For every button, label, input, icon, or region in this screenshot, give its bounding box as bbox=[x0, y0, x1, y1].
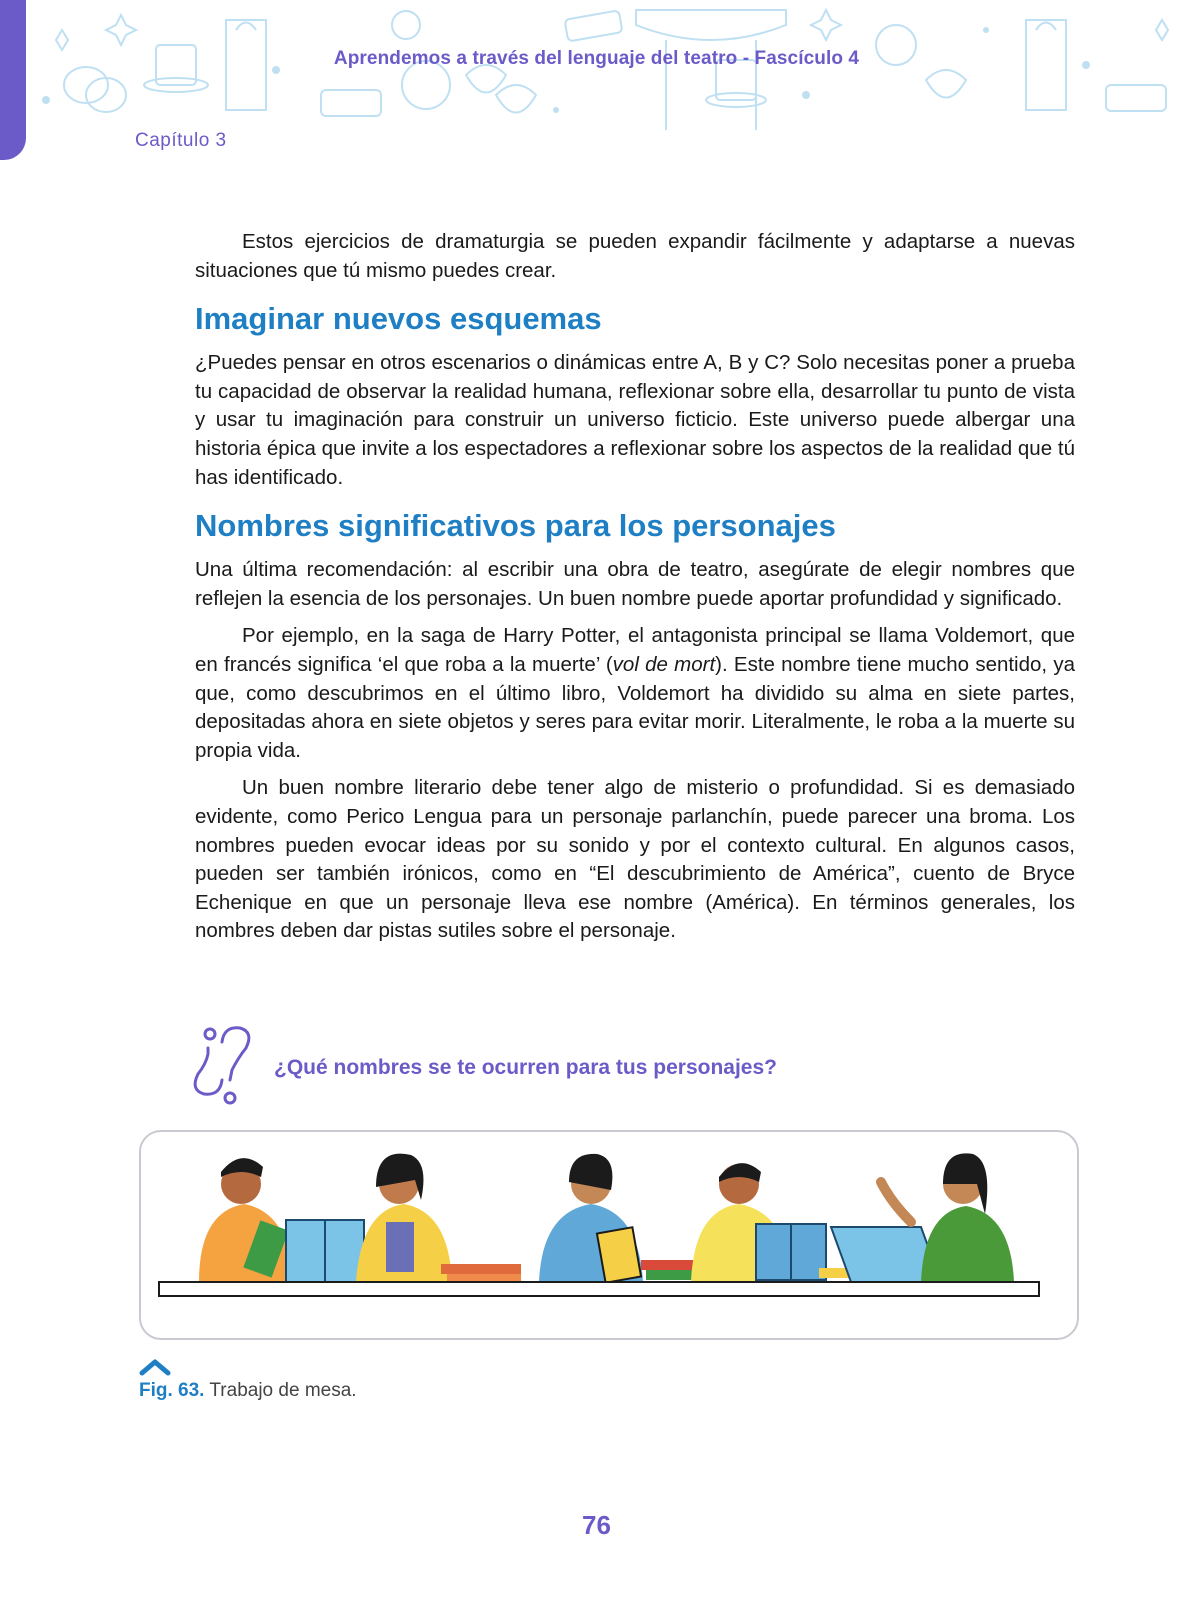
fascicle-title: Aprendemos a través del lenguaje del teatro - Fascículo 4 bbox=[333, 48, 860, 69]
section-heading-nombres: Nombres significativos para los personajes bbox=[195, 508, 836, 544]
figure-frame bbox=[139, 1130, 1079, 1340]
table-work-illustration bbox=[141, 1132, 1077, 1338]
page-number: 76 bbox=[582, 1510, 611, 1540]
esquemas-paragraph: ¿Puedes pensar en otros escenarios o dinámicas entre A, B y C? Solo necesitas poner a prueba tu capacidad de observar la realidad humana, reflexionar sobre ella, desarrollar tu punto de vista y usar tu imaginación para construir un universo ficticio. Este universo puede albergar una historia épica que invite a los espectadores a reflexionar sobre los aspectos de la realidad que tú has identificado. bbox=[195, 351, 1075, 489]
nombres-paragraph-3: Un buen nombre literario debe tener algo de misterio o profundidad. Si es demasiado evidente, como Perico Lengua para un personaje parlanchín, puede parecer una broma. Los nombres pueden evocar ideas por su sonido y por el contexto cultural. En algunos casos, pueden ser también irónicos, como en “El descubrimiento de América”, cuento de Bryce Echenique en que un personaje lleva ese nombre (América). En términos generales, los nombres deben dar pistas sutiles sobre el personaje. bbox=[195, 776, 1075, 943]
p2-italic-term: vol de mort bbox=[612, 652, 716, 676]
nombres-paragraph-1: Una última recomendación: al escribir una obra de teatro, asegúrate de elegir nombres que reflejen la esencia de los personajes. Un buen nombre puede aportar profundidad y significado. bbox=[195, 558, 1075, 610]
caret-up-icon bbox=[139, 1358, 171, 1376]
person-2 bbox=[356, 1154, 452, 1282]
figure-label: Fig. 63. bbox=[139, 1380, 205, 1401]
person-1 bbox=[199, 1158, 294, 1282]
chapter-label: Capítulo 3 bbox=[135, 130, 227, 151]
section-heading-esquemas: Imaginar nuevos esquemas bbox=[195, 301, 602, 337]
person-3 bbox=[539, 1154, 643, 1283]
main-content bbox=[195, 228, 1075, 955]
side-tab bbox=[0, 0, 26, 160]
p2-text-before: Por ejemplo, en la saga de Harry Potter, el antagonista principal se llama Voldemort, que en francés significa ‘el que roba a la muerte’ ( bbox=[195, 624, 1075, 676]
intro-paragraph: Estos ejercicios de dramaturgia se pueden expandir fácilmente y adaptarse a nuevas situaciones que tú mismo puedes crear. bbox=[195, 230, 1075, 282]
figure-caption bbox=[139, 1380, 357, 1402]
p2-text-after: ). Este nombre tiene mucho sentido, ya que, como descubrimos en el último libro, Voldemort ha dividido su alma en siete partes, depositadas ahora en siete objetos y seres para evitar morir. Literalmente, le roba a la muerte su propia vida. bbox=[195, 652, 1075, 762]
nombres-paragraph-2 bbox=[195, 622, 1075, 765]
figure-caption-text: Trabajo de mesa. bbox=[204, 1380, 357, 1401]
question-text: ¿Qué nombres se te ocurren para tus personajes? bbox=[274, 1056, 777, 1079]
reflection-question bbox=[192, 1020, 992, 1110]
question-marks-icon bbox=[192, 1020, 252, 1110]
